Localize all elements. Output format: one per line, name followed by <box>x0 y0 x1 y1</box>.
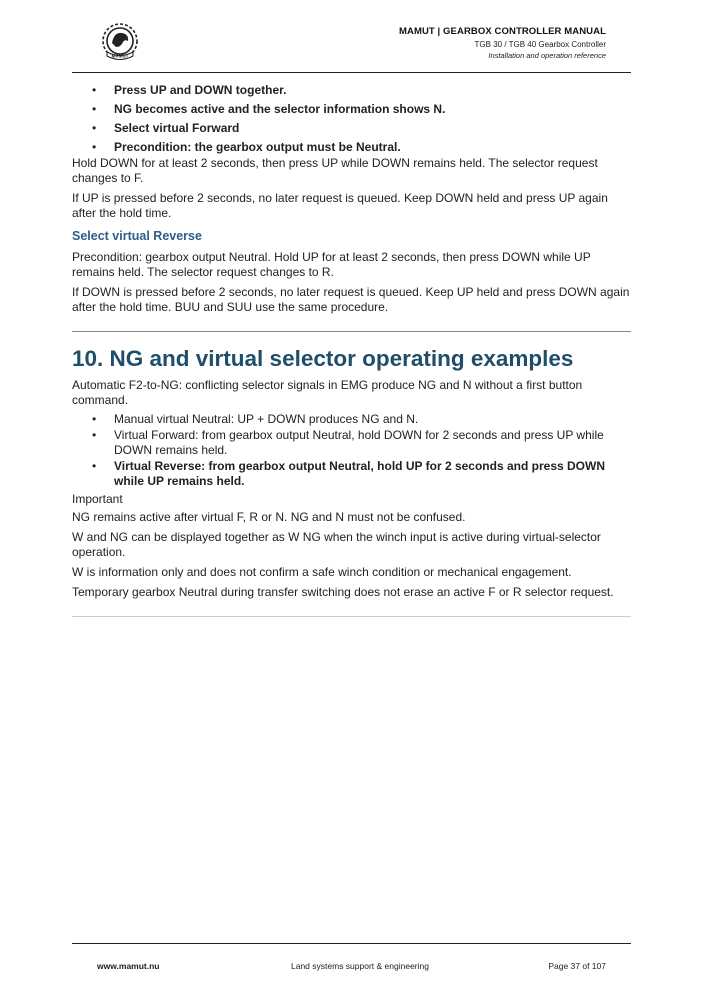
list-item: • Select virtual Forward <box>72 119 631 138</box>
footer-rule <box>72 943 631 944</box>
content-end-rule <box>72 616 631 617</box>
important-label: Important <box>72 492 123 506</box>
footer-website-link[interactable]: www.mamut.nu <box>97 961 160 971</box>
header-model-line: TGB 30 / TGB 40 Gearbox Controller <box>474 40 606 49</box>
section-heading: 10. NG and virtual selector operating examples <box>72 346 574 371</box>
page-number: Page 37 of 107 <box>548 961 606 971</box>
forward-paragraph: Hold DOWN for at least 2 seconds, then press UP while DOWN remains held. The selector request changes to F. <box>72 156 598 185</box>
note-paragraph: W is information only and does not confirm a safe winch condition or mechanical engagement. <box>72 565 572 579</box>
list-item: • NG becomes active and the selector information shows N. <box>72 100 631 119</box>
header-subtitle: Installation and operation reference <box>488 51 606 60</box>
note-paragraph: Temporary gearbox Neutral during transfer switching does not erase an active F or R selector request. <box>72 585 614 599</box>
examples-bullet-list <box>72 412 631 489</box>
page-content <box>72 81 631 617</box>
running-header <box>399 26 606 60</box>
procedure-bullet-list <box>72 81 631 157</box>
reverse-paragraph: If DOWN is pressed before 2 seconds, no later request is queued. Keep UP held and press DOWN again after the hold time. BUU and SUU use the same procedure. <box>72 285 630 314</box>
section-intro: Automatic F2-to-NG: conflicting selector signals in EMG produce NG and N without a first button command. <box>72 378 583 407</box>
note-paragraph: W and NG can be displayed together as W NG when the winch input is active during virtual-selector operation. <box>72 530 601 559</box>
list-item: • Virtual Reverse: from gearbox output Neutral, hold UP for 2 seconds and press DOWN while UP remains held. <box>72 459 631 489</box>
list-item: • Manual virtual Neutral: UP + DOWN produces NG and N. <box>72 412 631 427</box>
forward-paragraph: If UP is pressed before 2 seconds, no later request is queued. Keep DOWN held and press UP again after the hold time. <box>72 191 608 220</box>
company-logo <box>95 19 145 63</box>
header-rule <box>72 72 631 73</box>
note-paragraph: NG remains active after virtual F, R or N. NG and N must not be confused. <box>72 510 466 524</box>
footer-center-text: Land systems support & engineering <box>291 961 429 971</box>
reverse-subheading: Select virtual Reverse <box>72 229 202 243</box>
list-item: • Press UP and DOWN together. <box>72 81 631 100</box>
svg-text:MAMUT: MAMUT <box>111 53 129 59</box>
section-divider <box>72 331 631 332</box>
reverse-paragraph: Precondition: gearbox output Neutral. Hold UP for at least 2 seconds, then press DOWN while UP remains held. The selector request changes to R. <box>72 250 591 279</box>
list-item: • Virtual Forward: from gearbox output Neutral, hold DOWN for 2 seconds and press UP while DOWN remains held. <box>72 428 631 458</box>
list-item: • Precondition: the gearbox output must be Neutral. <box>72 138 631 157</box>
header-brand-line: MAMUT | GEARBOX CONTROLLER MANUAL <box>398 26 606 37</box>
